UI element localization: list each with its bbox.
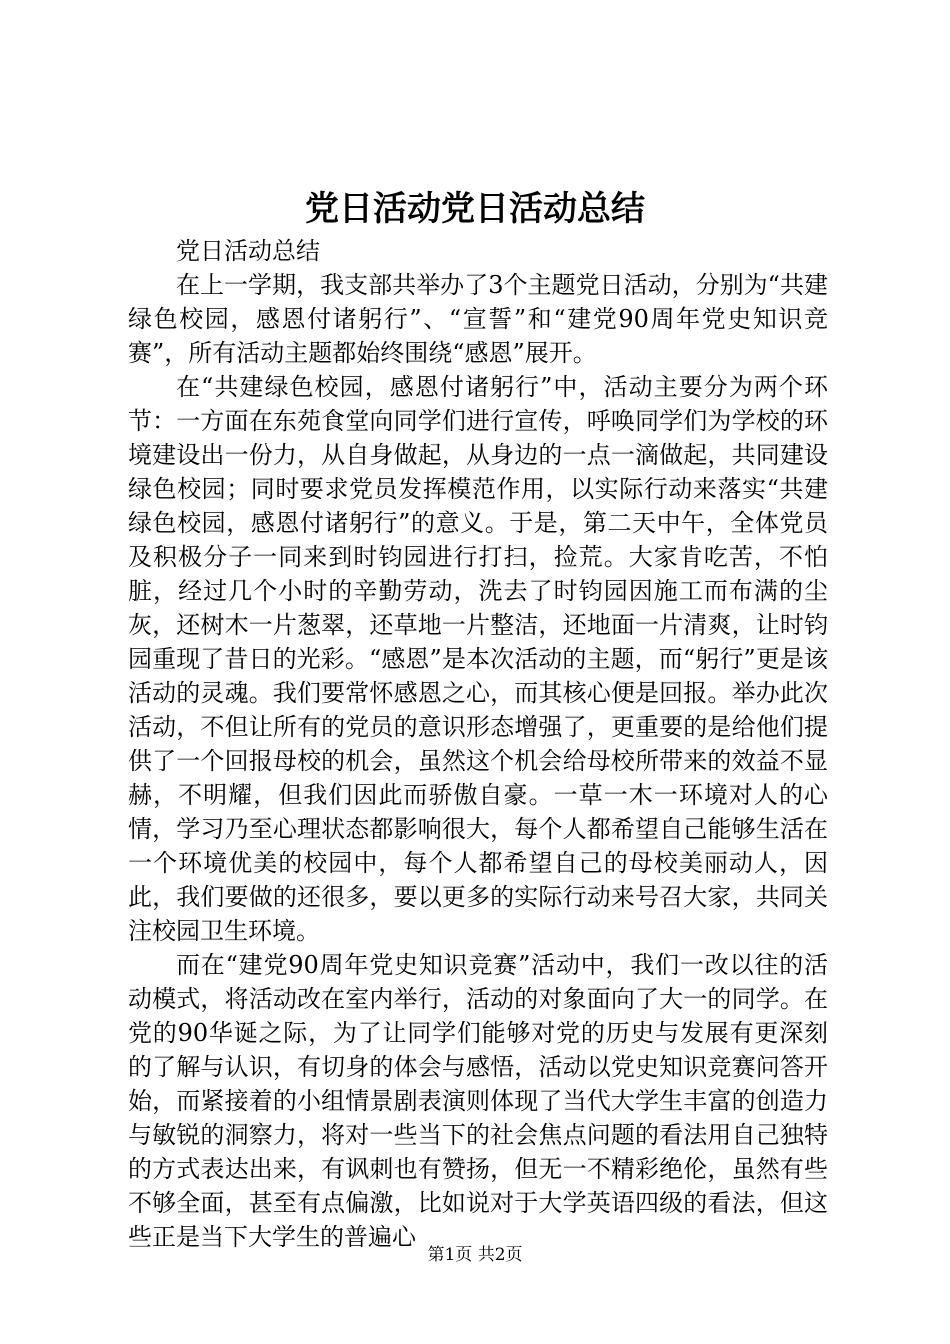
document-subtitle: 党日活动总结 <box>176 237 320 265</box>
page-number-footer: 第1页 共2页 <box>427 1245 523 1265</box>
body-paragraph: 而在“建党90周年党史知识竞赛”活动中，我们一改以往的活动模式，将活动改在室内举行，活动的对象面向了大一的同学。在党的90华诞之际，为了让同学们能够对党的历史与发展有更深刻的了解与认识，有切身的体会与感悟，活动以党史知识竞赛问答开始，而紧接着的小组情景剧表演则体现了当代大学生丰富的创造力与敏锐的洞察力，将对一些当下的社会焦点问题的看法用自己独特的方式表达出来，有讽刺也有赞扬，但无一不精彩绝伦，虽然有些不够全面，甚至有点偏激，比如说对于大学英语四级的看法，但这些正是当下大学生的普遍心 <box>128 951 828 1251</box>
body-paragraph: 在“共建绿色校园，感恩付诸躬行”中，活动主要分为两个环节：一方面在东苑食堂向同学们进行宣传，呼唤同学们为学校的环境建设出一份力，从自身做起，从身边的一点一滴做起，共同建设绿色校园；同时要求党员发挥模范作用，以实际行动来落实“共建绿色校园，感恩付诸躬行”的意义。于是，第二天中午，全体党员及积极分子一同来到时钧园进行打扫，捡荒。大家肯吃苦，不怕脏，经过几个小时的辛勤劳动，洗去了时钧园因施工而布满的尘灰，还树木一片葱翠，还草地一片整洁，还地面一片清爽，让时钧园重现了昔日的光彩。“感恩”是本次活动的主题，而“躬行”更是该活动的灵魂。我们要常怀感恩之心，而其核心便是回报。举办此次活动，不但让所有的党员的意识形态增强了，更重要的是给他们提供了一个回报母校的机会，虽然这个机会给母校所带来的效益不显赫，不明耀，但我们因此而骄傲自豪。一草一木一环境对人的心情，学习乃至心理状态都影响很大，每个人都希望自己能够生活在一个环境优美的校园中，每个人都希望自己的母校美丽动人，因此，我们要做的还很多，要以更多的实际行动来号召大家，共同关注校园卫生环境。 <box>128 373 828 945</box>
document-title: 党日活动党日活动总结 <box>305 189 645 229</box>
document-body <box>128 234 828 1254</box>
body-paragraph: 在上一学期，我支部共举办了3个主题党日活动，分别为“共建绿色校园，感恩付诸躬行”、“宣誓”和“建党90周年党史知识竞赛”，所有活动主题都始终围绕“感恩”展开。 <box>128 271 828 367</box>
